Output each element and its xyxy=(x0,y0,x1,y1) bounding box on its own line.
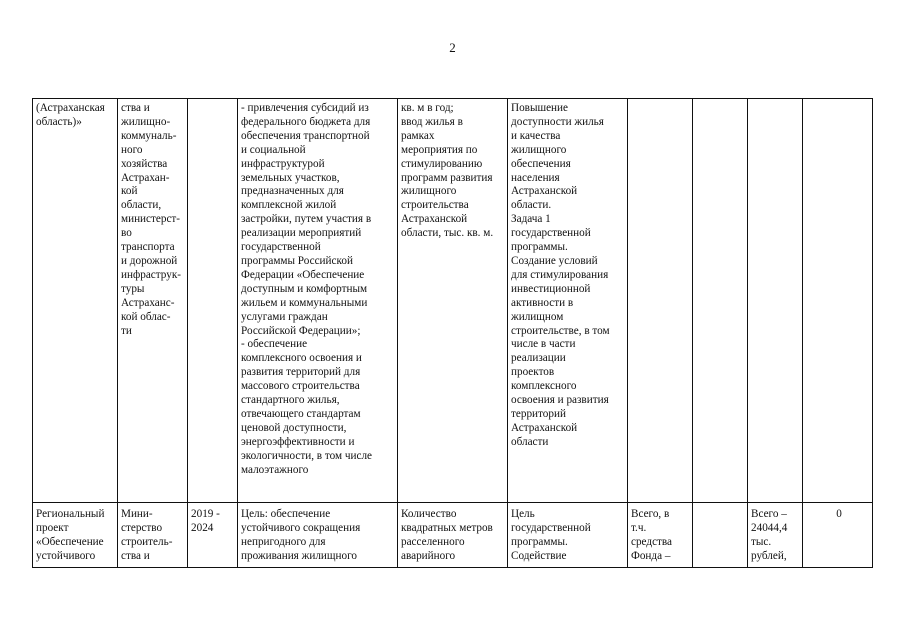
cell-text-line: устойчивого сокращения xyxy=(241,521,361,534)
cell-text-line: ного xyxy=(121,143,143,156)
funding-amount-cell xyxy=(748,503,803,568)
cell-text-line: жилищном xyxy=(511,310,564,323)
cell-text-line: массового строительства xyxy=(241,380,360,393)
cell-text-line: квадратных метров xyxy=(401,521,493,534)
cell-text-line: инвестиционной xyxy=(511,282,591,295)
cell-text-line: развития территорий для xyxy=(241,366,361,379)
cell-text-line: и социальной xyxy=(241,143,306,156)
cell-text-line: кой облас- xyxy=(121,310,171,323)
cell-text-line: рублей, xyxy=(751,549,787,562)
cell-text-line: отвечающего стандартам xyxy=(241,407,361,420)
cell-text-line: и дорожной xyxy=(121,254,178,267)
indicator-cell xyxy=(398,99,508,503)
empty-cell xyxy=(693,99,748,503)
cell-text-line: Астрахан- xyxy=(121,171,170,184)
cell-text-line: проектов xyxy=(511,366,555,379)
cell-text-line: проект xyxy=(36,521,69,534)
cell-text-line: области xyxy=(511,435,549,448)
cell-text-line: Астраханской xyxy=(511,421,578,434)
cell-text-line: государственной xyxy=(511,227,591,240)
goal-description-cell xyxy=(238,99,398,503)
period-cell xyxy=(188,99,238,503)
cell-text-line: реализации xyxy=(511,352,566,365)
cell-text-line: 24044,4 xyxy=(751,521,788,534)
cell-text-line: кв. м в год; xyxy=(401,102,454,114)
cell-text-line: активности в xyxy=(511,296,574,309)
funding-source-cell xyxy=(628,503,693,568)
cell-text-line: т.ч. xyxy=(631,521,647,534)
cell-text-line: освоения и развития xyxy=(511,394,609,407)
cell-text-line: тыс. xyxy=(751,535,772,548)
project-name-cell xyxy=(33,99,118,503)
project-name-cell xyxy=(33,503,118,568)
cell-text-line: Российской Федерации»; xyxy=(241,324,361,337)
cell-text-line: земельных участков, xyxy=(241,171,340,184)
cell-text-line: ства и xyxy=(121,549,150,562)
indicator-cell xyxy=(398,503,508,568)
cell-text-line: хозяйства xyxy=(121,157,168,170)
cell-text-line: государственной xyxy=(241,241,321,254)
cell-text-line: 0 xyxy=(836,508,842,520)
cell-text-line: Цель xyxy=(511,508,535,520)
cell-text-line: энергоэффективности и xyxy=(241,435,355,448)
cell-text-line: реализации мероприятий xyxy=(241,227,362,240)
cell-text-line: инфраструк- xyxy=(121,268,181,281)
cell-text-line: жилищного xyxy=(511,143,567,156)
cell-text-line: Повышение xyxy=(511,102,568,114)
cell-text-line: средства xyxy=(631,535,673,548)
cell-text-line: - привлечения субсидий из xyxy=(241,102,369,114)
empty-cell xyxy=(693,503,748,568)
cell-text-line: проживания жилищного xyxy=(241,549,358,562)
responsible-executor-cell xyxy=(118,503,188,568)
value-cell xyxy=(803,503,873,568)
cell-text-line: Всего – xyxy=(751,508,787,520)
cell-text-line: комплексной жилой xyxy=(241,199,337,212)
cell-text-line: непригодного для xyxy=(241,535,326,548)
cell-text-line: жилищного xyxy=(401,185,457,198)
cell-text-line: туры xyxy=(121,282,145,295)
cell-text-line: кой xyxy=(121,185,138,198)
cell-text-line: устойчивого xyxy=(36,549,96,562)
cell-text-line: программ развития xyxy=(401,171,493,184)
cell-text-line: Задача 1 xyxy=(511,213,551,226)
cell-text-line: застройки, путем участия в xyxy=(241,213,372,226)
program-table xyxy=(32,98,873,568)
cell-text-line: ценовой доступности, xyxy=(241,421,347,434)
cell-text-line: территорий xyxy=(511,407,566,420)
cell-text-line: министерст- xyxy=(121,213,181,226)
cell-text-line: (Астраханская xyxy=(36,102,105,114)
cell-text-line: программы Российской xyxy=(241,254,353,267)
table-row xyxy=(33,503,873,568)
cell-text-line: Астраханской xyxy=(511,185,578,198)
cell-text-line: ства и xyxy=(121,102,150,114)
cell-text-line: ввод жилья в xyxy=(401,115,463,128)
cell-text-line: Цель: обеспечение xyxy=(241,508,331,520)
goal-description-cell xyxy=(238,503,398,568)
cell-text-line: числе в части xyxy=(511,338,576,351)
cell-text-line: программы. xyxy=(511,241,568,254)
funding-source-cell xyxy=(628,99,693,503)
cell-text-line: услугами граждан xyxy=(241,310,328,323)
cell-text-line: ти xyxy=(121,324,132,337)
cell-text-line: «Обеспечение xyxy=(36,535,104,548)
cell-text-line: предназначенных для xyxy=(241,185,344,198)
cell-text-line: мероприятия по xyxy=(401,143,478,156)
cell-text-line: доступным и комфортным xyxy=(241,282,368,295)
program-goal-cell xyxy=(508,99,628,503)
cell-text-line: комплексного освоения и xyxy=(241,352,362,365)
cell-text-line: 2019 - xyxy=(191,508,220,520)
page-number: 2 xyxy=(449,40,456,55)
cell-text-line: населения xyxy=(511,171,560,184)
cell-text-line: жилищно- xyxy=(121,115,171,128)
cell-text-line: государственной xyxy=(511,521,591,534)
cell-text-line: - обеспечение xyxy=(241,338,308,351)
cell-text-line: стерство xyxy=(121,521,163,534)
cell-text-line: комплексного xyxy=(511,380,577,393)
cell-text-line: Количество xyxy=(401,508,457,520)
cell-text-line: рамках xyxy=(401,129,435,142)
cell-text-line: для стимулирования xyxy=(511,268,609,281)
program-goal-cell xyxy=(508,503,628,568)
cell-text-line: инфраструктурой xyxy=(241,157,325,170)
cell-text-line: во xyxy=(121,227,132,240)
cell-text-line: Астраханс- xyxy=(121,296,175,309)
cell-text-line: коммуналь- xyxy=(121,129,177,142)
cell-text-line: стимулированию xyxy=(401,157,483,170)
cell-text-line: Федерации «Обеспечение xyxy=(241,268,365,281)
cell-text-line: обеспечения транспортной xyxy=(241,129,370,142)
cell-text-line: область)» xyxy=(36,115,82,128)
cell-text-line: расселенного xyxy=(401,535,465,548)
cell-text-line: области, xyxy=(121,199,162,212)
cell-text-line: 2024 xyxy=(191,521,214,534)
cell-text-line: Создание условий xyxy=(511,254,598,267)
cell-text-line: малоэтажного xyxy=(241,463,309,476)
cell-text-line: строительства xyxy=(401,199,469,212)
cell-text-line: транспорта xyxy=(121,241,175,254)
value-cell xyxy=(803,99,873,503)
cell-text-line: аварийного xyxy=(401,549,456,562)
cell-text-line: Фонда – xyxy=(631,549,671,562)
cell-text-line: и качества xyxy=(511,129,561,142)
cell-text-line: Содействие xyxy=(511,549,567,562)
table-row xyxy=(33,99,873,503)
cell-text-line: обеспечения xyxy=(511,157,571,170)
cell-text-line: экологичности, в том числе xyxy=(241,449,372,462)
cell-text-line: строитель- xyxy=(121,535,173,548)
funding-amount-cell xyxy=(748,99,803,503)
cell-text-line: Астраханской xyxy=(401,213,468,226)
cell-text-line: области. xyxy=(511,199,552,212)
cell-text-line: Региональный xyxy=(36,508,105,520)
cell-text-line: Всего, в xyxy=(631,508,670,520)
responsible-executor-cell xyxy=(118,99,188,503)
cell-text-line: доступности жилья xyxy=(511,115,604,128)
period-cell xyxy=(188,503,238,568)
cell-text-line: области, тыс. кв. м. xyxy=(401,227,494,240)
cell-text-line: Мини- xyxy=(121,508,153,520)
cell-text-line: федерального бюджета для xyxy=(241,115,371,128)
cell-text-line: программы. xyxy=(511,535,568,548)
cell-text-line: жильем и коммунальными xyxy=(241,296,368,309)
cell-text-line: строительстве, в том xyxy=(511,324,610,337)
cell-text-line: стандартного жилья, xyxy=(241,394,340,407)
